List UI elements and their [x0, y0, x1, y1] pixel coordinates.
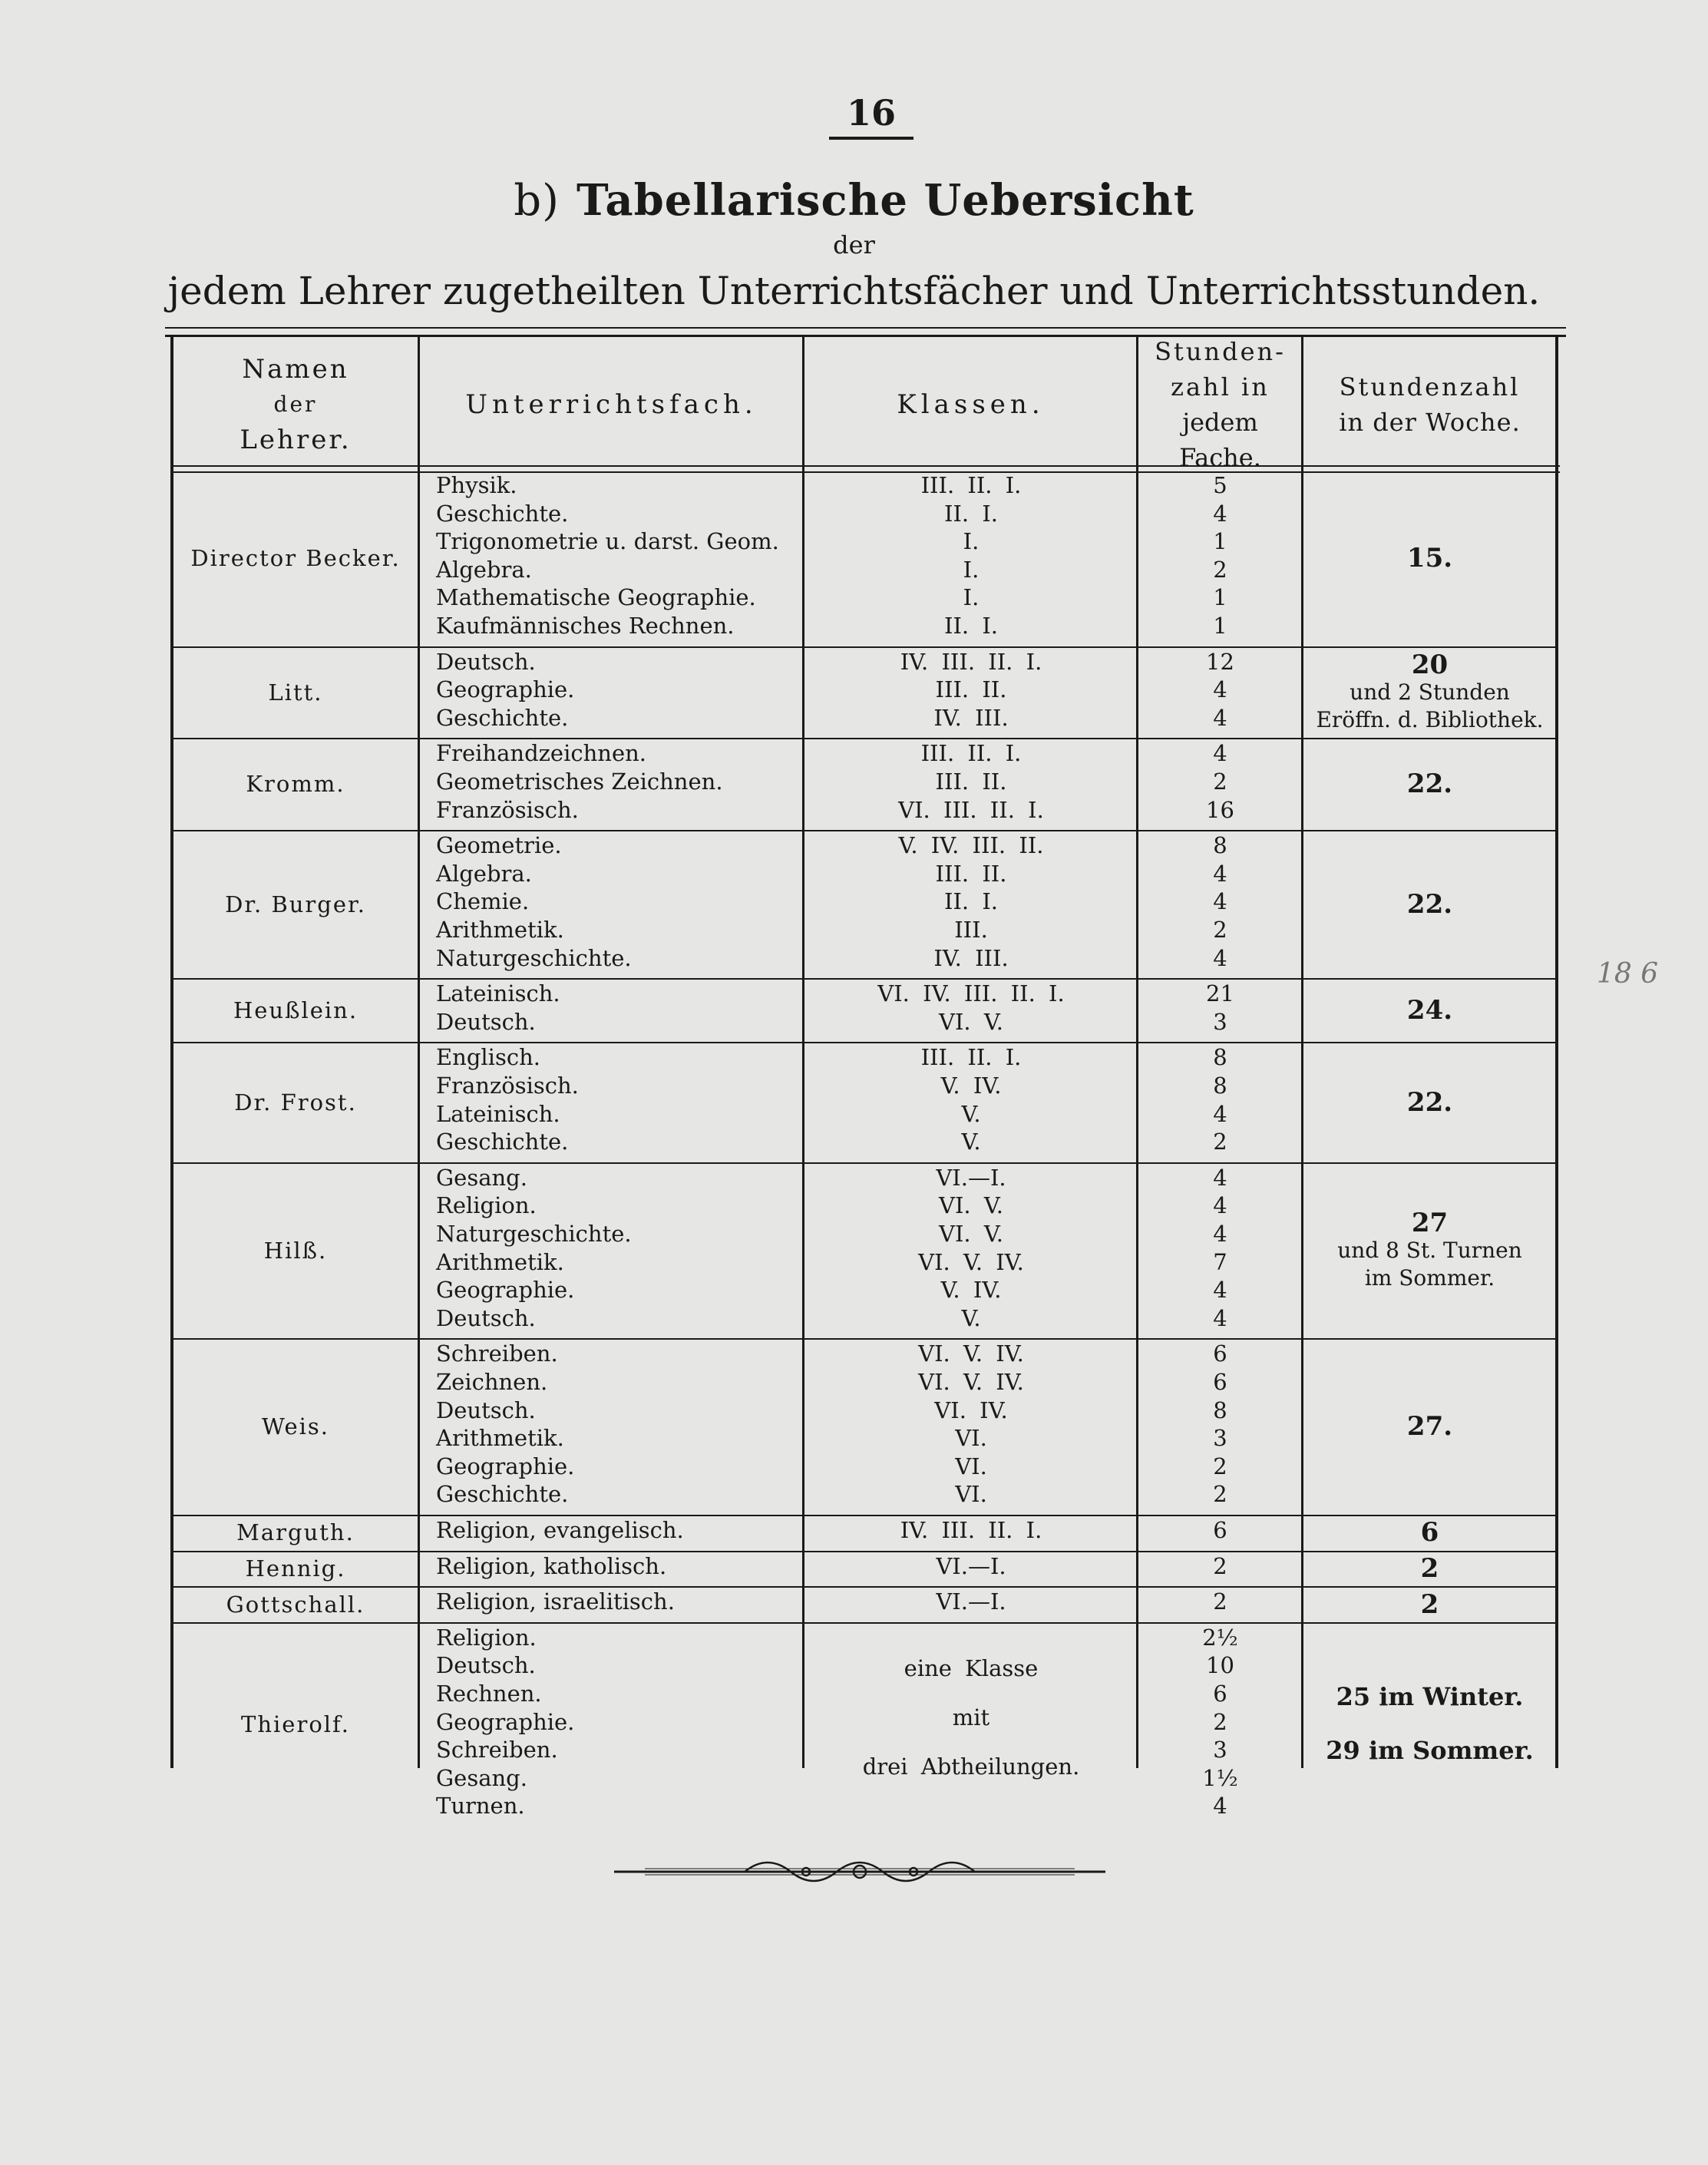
classes-cell: VI.: [955, 1453, 987, 1479]
classes-cell: V. IV.: [940, 1073, 1002, 1099]
weekly-total: 29 im Sommer.: [1326, 1735, 1534, 1765]
classes-cell: III. II.: [935, 768, 1007, 795]
header-hours-line: jedem Fache.: [1179, 408, 1261, 472]
hours-cell: 16: [1206, 796, 1234, 823]
weekly-total-value: 27.: [1406, 1411, 1453, 1443]
hours-cell: 8: [1213, 1073, 1227, 1099]
hours-cell: 4: [1213, 1221, 1227, 1247]
hours-cell: 3: [1213, 1425, 1227, 1452]
hours-cell: 8: [1213, 1044, 1227, 1071]
classes-cell: III.: [954, 917, 988, 943]
classes-cell: IV. III. II. I.: [900, 1517, 1042, 1543]
weekly-total: 25 im Winter.: [1336, 1681, 1524, 1711]
table-top-rule: [165, 327, 1566, 337]
hours-cell: 4: [1213, 704, 1227, 731]
hours-cell: 4: [1213, 1793, 1227, 1820]
subject-cell: Mathematische Geographie.: [436, 584, 756, 611]
subject-cell: Religion, israelitisch.: [436, 1588, 675, 1615]
weekly-total: [1304, 544, 1555, 573]
teacher-name: Hilß.: [263, 1237, 328, 1264]
header-hours-line: zahl in: [1171, 372, 1270, 402]
hours-cell: 8: [1213, 832, 1227, 859]
teacher-name: Dr. Frost.: [234, 1089, 357, 1116]
subject-cell: Geometrie.: [436, 832, 562, 859]
subject-cell: Kaufmännisches Rechnen.: [436, 613, 735, 639]
title-text: Tabellarische Uebersicht: [576, 175, 1194, 226]
weekly-total-value: 2: [1420, 1552, 1439, 1584]
subject-cell: Geschichte.: [436, 704, 569, 731]
subject-cell: Gesang.: [436, 1764, 527, 1791]
column-divider: [1301, 336, 1303, 1768]
weekly-total: [1304, 1519, 1555, 1547]
subject-cell: Physik.: [436, 472, 517, 498]
subject-cell: Geschichte.: [436, 1481, 569, 1508]
weekly-total-value: 22.: [1406, 888, 1453, 920]
hours-cell: 4: [1213, 500, 1227, 527]
header-weekly-line: Stundenzahl: [1339, 372, 1521, 402]
subject-cell: Französisch.: [436, 1073, 579, 1099]
hours-cell: 1: [1213, 584, 1227, 611]
classes-cell: VI.: [955, 1481, 987, 1508]
teacher-name: Hennig.: [245, 1555, 346, 1582]
classes-cell: II. I.: [943, 613, 999, 639]
weekly-total-value: 27: [1411, 1207, 1449, 1238]
subtitle: jedem Lehrer zugetheilten Unterrichtsfächer und Unterrichtsstunden.: [167, 269, 1541, 313]
header-name-line: der: [273, 392, 318, 417]
hours-cell: 2½: [1202, 1624, 1238, 1651]
classes-cell: VI. III. II. I.: [898, 796, 1044, 823]
subject-cell: Algebra.: [436, 556, 532, 583]
hours-cell: 2: [1213, 1552, 1227, 1579]
subject-cell: Geographie.: [436, 1708, 575, 1735]
classes-note: mit: [952, 1704, 990, 1730]
subject-cell: Algebra.: [436, 860, 532, 887]
subject-cell: Freihandzeichnen.: [436, 740, 646, 767]
teacher-name: Marguth.: [236, 1519, 355, 1546]
classes-cell: VI. V. IV.: [918, 1340, 1024, 1367]
subject-cell: Geschichte.: [436, 500, 569, 527]
subject-cell: Trigonometrie u. darst. Geom.: [436, 528, 779, 555]
weekly-total: [1304, 651, 1555, 679]
weekly-total-value: 22.: [1406, 1086, 1453, 1118]
subject-cell: Rechnen.: [436, 1681, 542, 1707]
classes-cell: IV. III. II. I.: [900, 648, 1042, 675]
hours-cell: 1: [1213, 528, 1227, 555]
header-name-line: Namen: [242, 354, 349, 385]
hours-cell: 4: [1213, 1192, 1227, 1219]
hours-cell: 2: [1213, 1481, 1227, 1508]
classes-cell: VI. IV. III. II. I.: [877, 980, 1065, 1007]
hours-cell: 3: [1213, 1008, 1227, 1035]
classes-cell: VI.: [955, 1425, 987, 1452]
weekly-total: und 2 Stunden: [1350, 679, 1510, 705]
subject-cell: Geschichte.: [436, 1129, 569, 1155]
weekly-total-value: 24.: [1406, 994, 1453, 1026]
weekly-total: [1304, 888, 1555, 920]
subject-cell: Arithmetik.: [436, 917, 564, 943]
subject-cell: Lateinisch.: [436, 980, 560, 1007]
classes-cell: IV. III.: [933, 944, 1009, 971]
header-name-line: Lehrer.: [240, 425, 352, 455]
hours-cell: 4: [1213, 888, 1227, 915]
weekly-total: im Sommer.: [1364, 1264, 1495, 1291]
subject-cell: Naturgeschichte.: [436, 944, 632, 971]
page-number: 16: [829, 92, 913, 140]
hours-cell: 21: [1206, 980, 1234, 1007]
teacher-name: Litt.: [268, 679, 323, 706]
hours-cell: 10: [1206, 1652, 1234, 1679]
subject-cell: Chemie.: [436, 888, 530, 915]
hours-cell: 4: [1213, 1304, 1227, 1331]
hours-cell: 6: [1213, 1340, 1227, 1367]
subject-cell: Arithmetik.: [436, 1425, 564, 1452]
column-divider: [418, 336, 420, 1768]
hours-cell: 7: [1213, 1248, 1227, 1275]
teacher-name: Thierolf.: [241, 1711, 350, 1737]
hours-cell: 1: [1213, 613, 1227, 639]
weekly-total: und 8 St. Turnen: [1337, 1237, 1522, 1263]
header-hours: [1139, 337, 1301, 472]
subject-cell: Naturgeschichte.: [436, 1221, 632, 1247]
hours-cell: 2: [1213, 1588, 1227, 1615]
classes-cell: V. IV. III. II.: [898, 832, 1044, 859]
subject-cell: Gesang.: [436, 1164, 527, 1191]
hours-cell: 2: [1213, 768, 1227, 795]
column-divider: [1136, 336, 1138, 1768]
title-prefix: b): [514, 176, 560, 226]
hours-cell: 6: [1213, 1681, 1227, 1707]
column-divider: [802, 336, 804, 1768]
subtitle-der: der: [833, 230, 875, 259]
weekly-total-value: 15.: [1406, 542, 1453, 573]
weekly-total-value: 6: [1420, 1517, 1439, 1549]
header-classes: Klassen.: [897, 389, 1045, 420]
header-hours-line: Stunden-: [1155, 337, 1286, 366]
hours-cell: 2: [1213, 1453, 1227, 1479]
classes-cell: II. I.: [943, 888, 999, 915]
subject-cell: Religion, katholisch.: [436, 1552, 667, 1579]
classes-cell: VI. V. IV.: [918, 1248, 1024, 1275]
teacher-name: Dr. Burger.: [225, 891, 366, 917]
weekly-total: [1304, 1552, 1555, 1584]
table-left-border: [170, 336, 173, 1768]
subject-cell: Geographie.: [436, 676, 575, 703]
classes-cell: III. II.: [935, 860, 1007, 887]
teacher-name: Weis.: [262, 1413, 329, 1440]
classes-cell: VI. IV.: [934, 1397, 1008, 1423]
subject-cell: Zeichnen.: [436, 1369, 548, 1395]
header-weekly-line: in der Woche.: [1339, 408, 1521, 437]
subject-cell: Geographie.: [436, 1453, 575, 1479]
classes-cell: VI.—I.: [936, 1552, 1006, 1579]
classes-note: drei Abtheilungen.: [862, 1753, 1080, 1780]
subject-cell: Deutsch.: [436, 1304, 536, 1331]
classes-cell: I.: [963, 528, 980, 555]
classes-cell: III. II. I.: [920, 1044, 1022, 1071]
hours-cell: 2: [1213, 1708, 1227, 1735]
weekly-total: Eröffn. d. Bibliothek.: [1316, 706, 1544, 732]
header-weekly: [1304, 344, 1555, 465]
hours-cell: 8: [1213, 1397, 1227, 1423]
classes-cell: VI. V.: [939, 1221, 1003, 1247]
classes-note: eine Klasse: [904, 1654, 1039, 1681]
hours-cell: 2: [1213, 1129, 1227, 1155]
subject-cell: Schreiben.: [436, 1737, 558, 1763]
classes-cell: VI. V.: [939, 1192, 1003, 1219]
teacher-name: Heußlein.: [233, 997, 358, 1023]
subject-cell: Schreiben.: [436, 1340, 558, 1367]
hours-cell: 4: [1213, 740, 1227, 767]
header-subject: Unterrichtsfach.: [465, 389, 758, 420]
hours-cell: 6: [1213, 1369, 1227, 1395]
hours-cell: 3: [1213, 1737, 1227, 1763]
subject-cell: Deutsch.: [436, 1652, 536, 1679]
teacher-separator: [170, 1622, 1557, 1624]
subject-cell: Religion.: [436, 1192, 537, 1219]
classes-cell: V.: [961, 1100, 981, 1127]
hours-cell: 4: [1213, 860, 1227, 887]
classes-cell: V. IV.: [940, 1277, 1002, 1304]
hours-cell: 2: [1213, 556, 1227, 583]
subject-cell: Geographie.: [436, 1277, 575, 1304]
subject-cell: Deutsch.: [436, 1008, 536, 1035]
classes-cell: III. II.: [935, 676, 1007, 703]
ornament-divider: [614, 1856, 1105, 1887]
classes-cell: I.: [963, 556, 980, 583]
subject-cell: Deutsch.: [436, 1397, 536, 1423]
subject-cell: Deutsch.: [436, 648, 536, 675]
subject-cell: Französisch.: [436, 796, 579, 823]
classes-cell: III. II. I.: [920, 472, 1022, 498]
hours-cell: 5: [1213, 472, 1227, 498]
classes-cell: V.: [961, 1129, 981, 1155]
weekly-total-value: 2: [1420, 1588, 1439, 1620]
hours-cell: 4: [1213, 944, 1227, 971]
subject-cell: Arithmetik.: [436, 1248, 564, 1275]
classes-cell: VI.—I.: [936, 1164, 1006, 1191]
hours-cell: 4: [1213, 1277, 1227, 1304]
classes-cell: V.: [961, 1304, 981, 1331]
hours-cell: 4: [1213, 676, 1227, 703]
teacher-name: Director Becker.: [190, 544, 401, 571]
weekly-total: [1304, 1413, 1555, 1441]
classes-cell: VI. V.: [939, 1008, 1003, 1035]
subject-cell: Religion, evangelisch.: [436, 1517, 684, 1543]
table-right-border: [1555, 336, 1558, 1768]
weekly-total: [1304, 1588, 1555, 1620]
page-title: [0, 175, 1708, 226]
classes-cell: II. I.: [943, 500, 999, 527]
weekly-total-value: 20: [1411, 649, 1449, 680]
subject-cell: Religion.: [436, 1624, 537, 1651]
weekly-total: [1304, 1209, 1555, 1238]
classes-cell: IV. III.: [933, 704, 1009, 731]
teacher-name: Gottschall.: [226, 1591, 365, 1618]
handwritten-marginalia: 18 6: [1597, 958, 1659, 990]
header-name: [173, 344, 418, 465]
hours-cell: 4: [1213, 1164, 1227, 1191]
weekly-total: [1304, 770, 1555, 798]
classes-cell: VI. V. IV.: [918, 1369, 1024, 1395]
subject-cell: Lateinisch.: [436, 1100, 560, 1127]
hours-cell: 2: [1213, 917, 1227, 943]
hours-cell: 4: [1213, 1100, 1227, 1127]
hours-cell: 6: [1213, 1517, 1227, 1543]
subject-cell: Turnen.: [436, 1793, 525, 1820]
classes-cell: I.: [963, 584, 980, 611]
weekly-total: [1304, 1086, 1555, 1118]
weekly-total: [1304, 994, 1555, 1026]
hours-cell: 1½: [1202, 1764, 1238, 1791]
subject-cell: Geometrisches Zeichnen.: [436, 768, 723, 795]
weekly-total-value: 22.: [1406, 768, 1453, 800]
classes-cell: III. II. I.: [920, 740, 1022, 767]
teacher-name: Kromm.: [246, 771, 345, 798]
hours-cell: 12: [1206, 648, 1234, 675]
subject-cell: Englisch.: [436, 1044, 540, 1071]
classes-cell: VI.—I.: [936, 1588, 1006, 1615]
